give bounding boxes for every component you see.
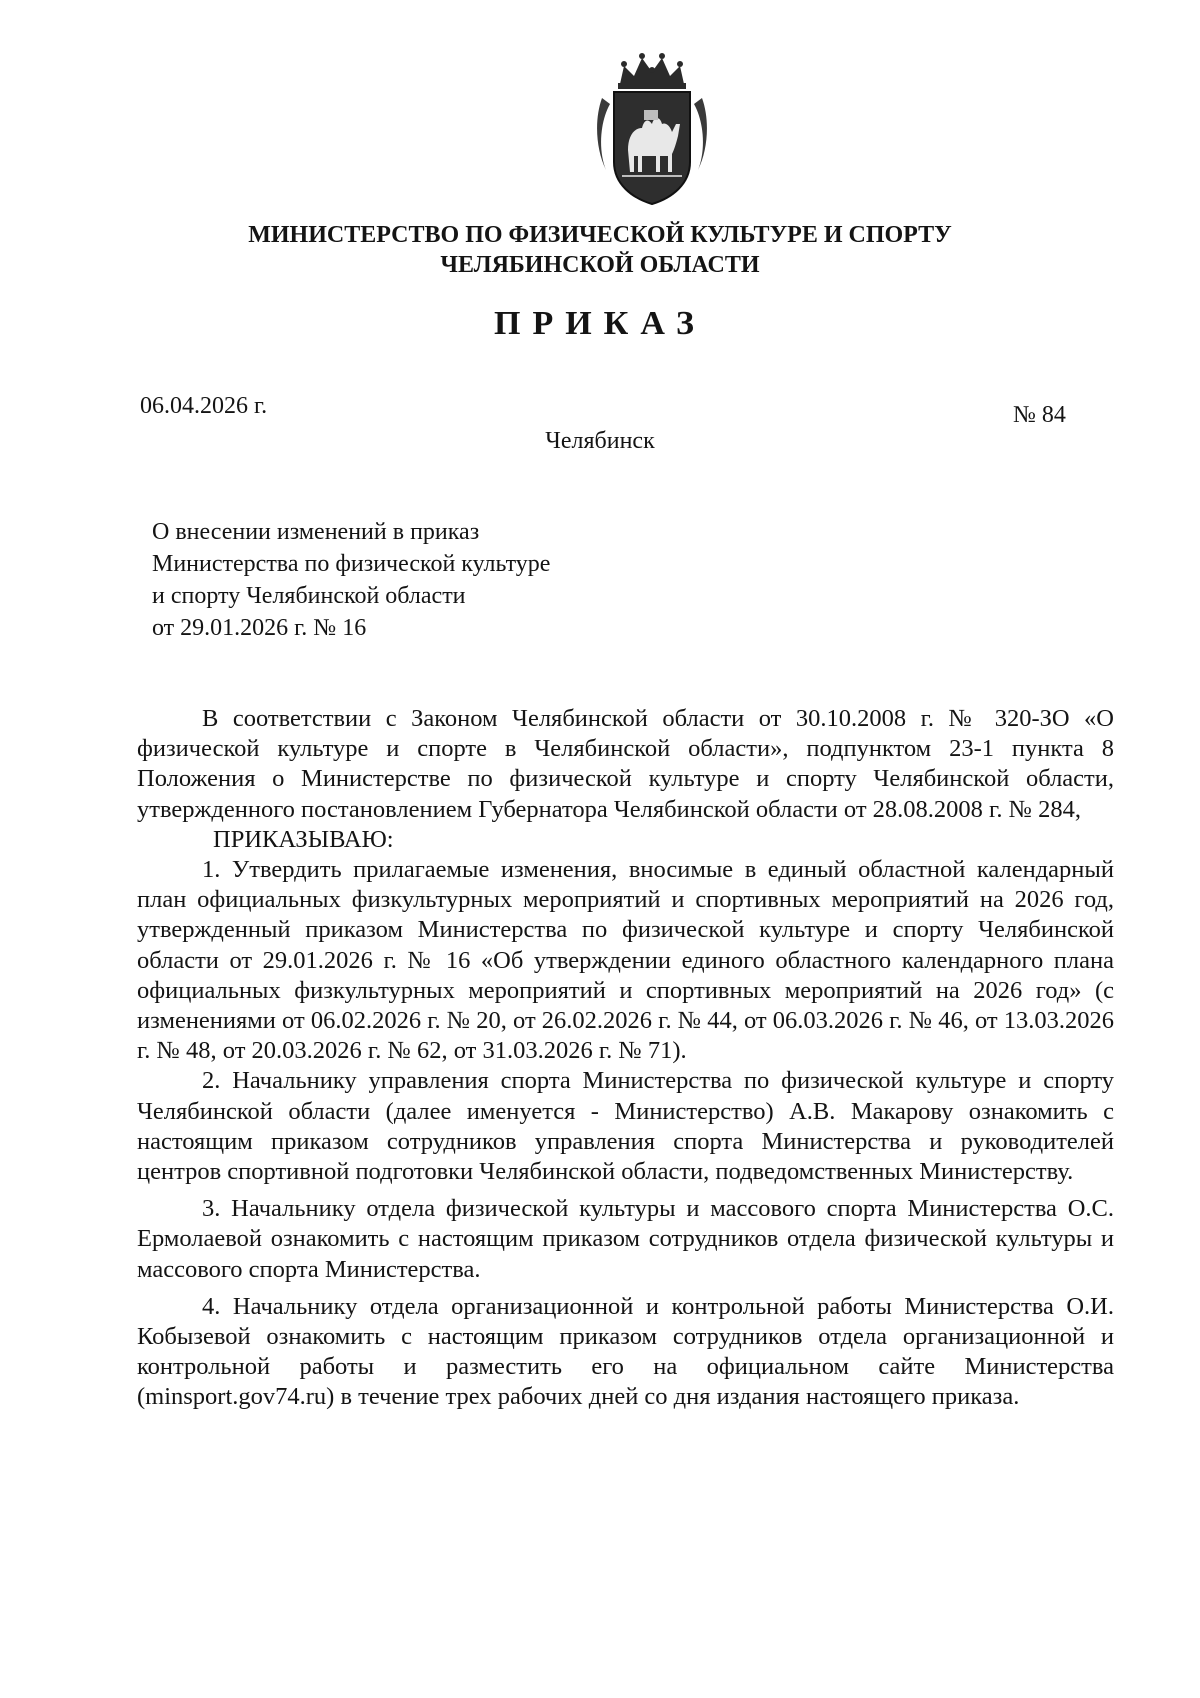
order-item-4: 4. Начальнику отдела организационной и контрольной работы Министерства О.И. Кобызевой ознакомить с настоящим приказом сотрудников отдела организационной и контрольной работы и разместить его на официальном сайте Министерства (minsport.gov74.ru) в течение трех рабочих дней со дня издания настоящего приказа.	[137, 1292, 1114, 1411]
order-item-1: 1. Утвердить прилагаемые изменения, вносимые в единый областной календарный план официальных физкультурных мероприятий и спортивных мероприятий на 2026 год, утвержденный приказом Министерства по физической культуре и спорту Челябинской области от 29.01.2026 г. № 16 «Об утверждении единого областного календарного плана официальных физкультурных мероприятий и спортивных мероприятий на 2026 год» (с изменениями от 06.02.2026 г. № 20, от 26.02.2026 г. № 44, от 06.03.2026 г. № 46, от 13.03.2026 г. № 48, от 20.03.2026 г. № 62, от 31.03.2026 г. № 71).	[137, 856, 1114, 1065]
chelyabinsk-region-coat-of-arms-icon	[592, 50, 712, 208]
order-body	[137, 704, 1114, 1413]
order-date: 06.04.2026 г.	[140, 393, 268, 419]
order-number: № 84	[1013, 402, 1066, 428]
ministry-name	[0, 220, 1200, 280]
order-item-3: 3. Начальнику отдела физической культуры и массового спорта Министерства О.С. Ермолаевой ознакомить с настоящим приказом сотрудников отдела физической культуры и массового спорта Министерства.	[137, 1195, 1114, 1283]
preamble-paragraph: В соответствии с Законом Челябинской области от 30.10.2008 г. № 320-ЗО «О физической культуре и спорте в Челябинской области», подпунктом 23-1 пункта 8 Положения о Министерстве по физической культуре и спорту Челябинской области, утвержденного постановлением Губернатора Челябинской области от 28.08.2008 г. № 284,	[137, 705, 1114, 823]
order-title: ПРИКАЗ	[494, 305, 706, 342]
order-city: Челябинск	[545, 428, 655, 454]
ministry-name-line1: МИНИСТЕРСТВО ПО ФИЗИЧЕСКОЙ КУЛЬТУРЕ И СПОРТУ	[248, 222, 952, 248]
subject-line: от 29.01.2026 г. № 16	[152, 615, 367, 641]
subject-line: Министерства по физической культуре	[152, 551, 551, 577]
subject-line: О внесении изменений в приказ	[152, 519, 480, 545]
subject-line: и спорту Челябинской области	[152, 583, 466, 609]
decree-heading: ПРИКАЗЫВАЮ:	[213, 825, 394, 853]
ministry-name-line2: ЧЕЛЯБИНСКОЙ ОБЛАСТИ	[440, 252, 760, 278]
order-item-2: 2. Начальнику управления спорта Министерства по физической культуре и спорту Челябинской области (далее именуется - Министерство) А.В. Макарову ознакомить с настоящим приказом сотрудников управления спорта Министерства и руководителей центров спортивной подготовки Челябинской области, подведомственных Министерству.	[137, 1067, 1114, 1186]
order-subject	[152, 516, 712, 644]
